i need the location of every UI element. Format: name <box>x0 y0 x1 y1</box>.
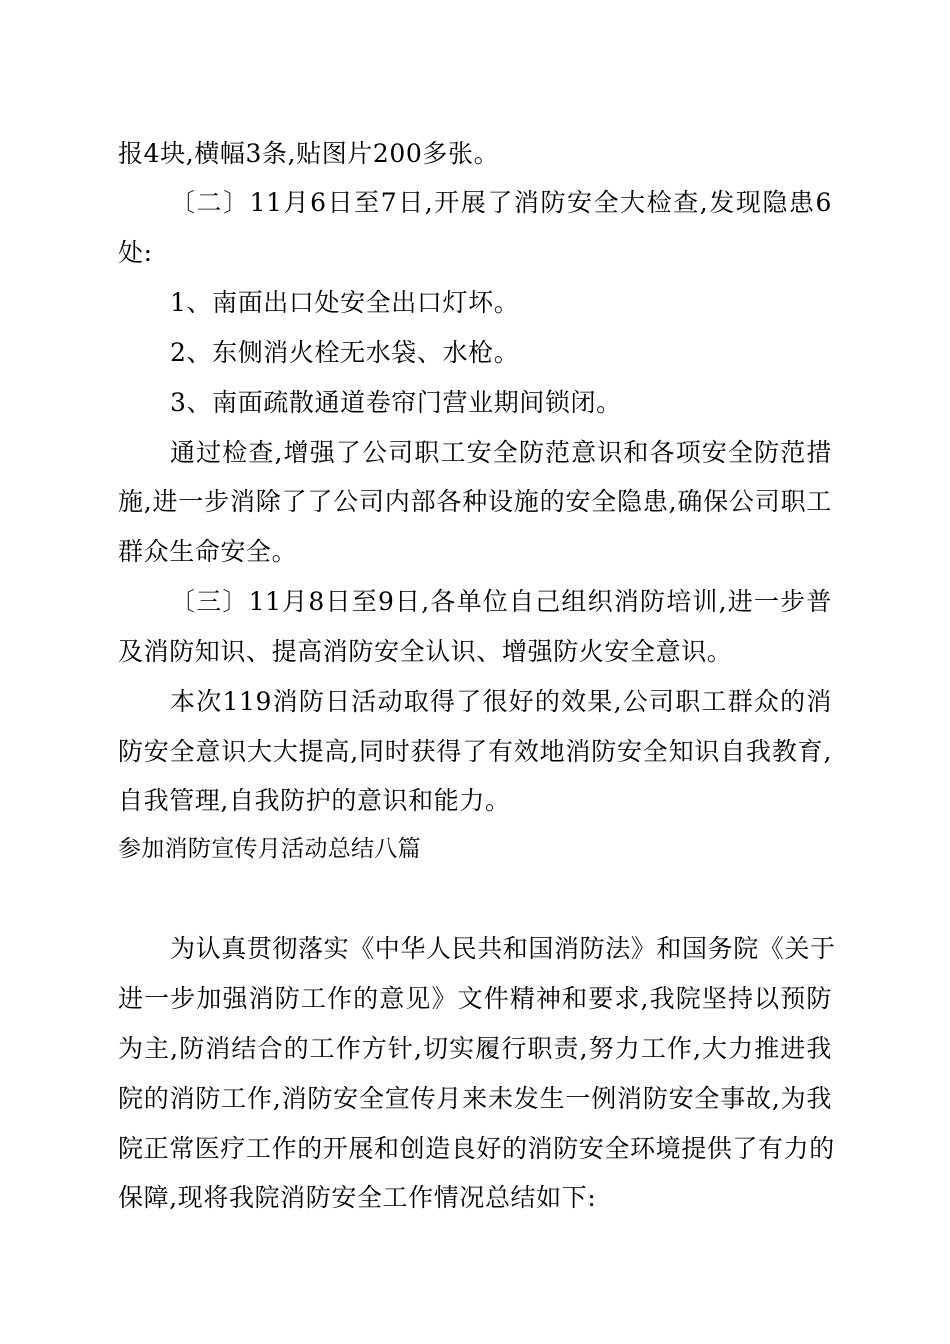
list-item: 3、南面疏散通道卷帘门营业期间锁闭。 <box>170 388 622 417</box>
text-line: 施,进一步消除了了公司内部各种设施的安全隐患,确保公司职工 <box>118 487 832 516</box>
list-item: 1、南面出口处安全出口灯坏。 <box>170 288 520 317</box>
list-item: 2、东侧消火栓无水袋、水枪。 <box>170 338 520 367</box>
text-line: 保障,现将我院消防安全工作情况总结如下: <box>118 1183 597 1212</box>
text-line: 自我管理,自我防护的意识和能力。 <box>118 786 511 815</box>
text-line: 防安全意识大大提高,同时获得了有效地消防安全知识自我教育, <box>118 737 832 766</box>
text-line: 报4块,横幅3条,贴图片200多张。 <box>118 139 500 168</box>
text-line: 为主,防消结合的工作方针,切实履行职责,努力工作,大力推进我 <box>118 1034 832 1063</box>
text-line: 为认真贯彻落实《中华人民共和国消防法》和国务院《关于 <box>170 934 836 963</box>
section-heading: 参加消防宣传月活动总结八篇 <box>118 836 421 862</box>
text-line: 及消防知识、提高消防安全认识、增强防火安全意识。 <box>118 637 733 666</box>
text-line: 院正常医疗工作的开展和创造良好的消防安全环境提供了有力的 <box>118 1134 835 1163</box>
text-line: 院的消防工作,消防安全宣传月来未发生一例消防安全事故,为我 <box>118 1084 832 1113</box>
text-line: 通过检查,增强了公司职工安全防范意识和各项安全防范措 <box>170 438 832 467</box>
text-line: 本次119消防日活动取得了很好的效果,公司职工群众的消 <box>170 687 832 716</box>
text-line: 进一步加强消防工作的意见》文件精神和要求,我院坚持以预防 <box>118 984 832 1013</box>
text-line: 群众生命安全。 <box>118 537 298 566</box>
text-line: 〔三〕11月8日至9日,各单位自己组织消防培训,进一步普 <box>170 587 832 616</box>
text-line: 〔二〕11月6日至7日,开展了消防安全大检查,发现隐患6 <box>170 188 832 217</box>
text-line: 处: <box>118 238 153 267</box>
